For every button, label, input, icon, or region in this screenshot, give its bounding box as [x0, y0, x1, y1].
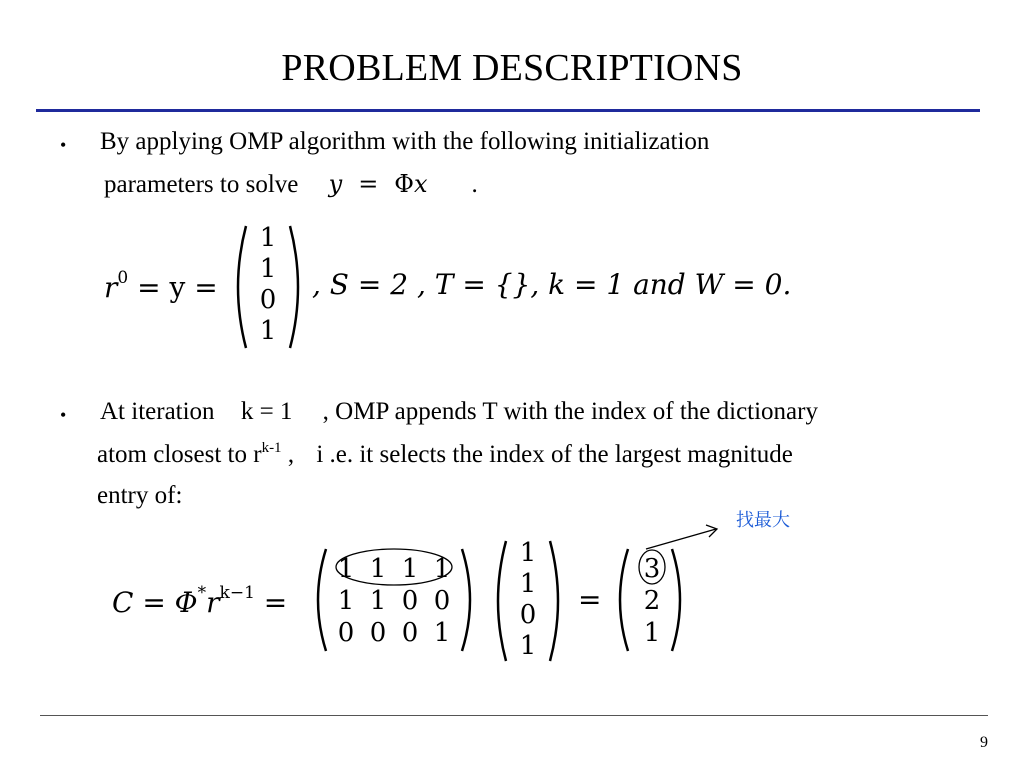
slide-title: PROBLEM DESCRIPTIONS [281, 47, 743, 89]
eq1-vec-2: 0 [259, 285, 277, 315]
eq2-vec-3: 1 [519, 631, 537, 661]
m-0-1: 1 [369, 554, 387, 584]
eq1-r-sup: 0 [117, 268, 129, 288]
bullet1-line1: By applying OMP algorithm with the following initialization [100, 128, 710, 155]
res-2: 1 [643, 618, 661, 648]
eq2-vector-left-paren [498, 541, 506, 661]
m-2-2: 0 [401, 618, 419, 648]
bullet2-line1 [100, 398, 818, 426]
eq-x: x [413, 170, 428, 198]
bullet1-line2-text: parameters to solve [104, 171, 299, 198]
bullet2-line1-a: At iteration [100, 398, 215, 425]
m-0-0: 1 [337, 554, 355, 584]
eq2-result-left-paren [620, 549, 628, 651]
bullet1-period: . [471, 171, 478, 198]
equation2-result-equals: = [578, 583, 602, 616]
eq1-vec-0: 1 [259, 223, 277, 253]
equation2-matrix [308, 545, 480, 655]
eq2-equals: = [254, 586, 288, 619]
bullet2-line1-b: k = 1 [240, 398, 293, 425]
eq2-result-right-paren [672, 549, 680, 651]
m-0-2: 1 [401, 554, 419, 584]
footer-rule [40, 715, 988, 716]
annotation-text: 找最大 [736, 510, 790, 531]
eq1-left-paren [238, 226, 246, 348]
equation2-vector [490, 537, 566, 665]
equation1-vector [228, 222, 308, 352]
title-underline [36, 109, 980, 112]
m-2-0: 0 [337, 618, 355, 648]
bullet-marker-1: • [60, 135, 67, 155]
equation2-result [612, 545, 692, 655]
eq2-vec-2: 0 [519, 600, 537, 630]
bullet-marker-2: • [60, 405, 67, 425]
eq2-vector-right-paren [550, 541, 558, 661]
bullet1-line2 [104, 170, 478, 199]
m-0-3: 1 [433, 554, 451, 584]
m-2-3: 1 [433, 618, 451, 648]
bullet2-line2-b: , [281, 441, 295, 468]
equation1-params: , S = 2 , T = {}, k = 1 and W = 0. [312, 268, 792, 301]
eq2-matrix-left-paren [318, 549, 326, 651]
eq1-vec-1: 1 [259, 254, 277, 284]
m-1-3: 0 [433, 586, 451, 616]
equation1-lhs [104, 268, 218, 304]
bullet2-line2 [97, 440, 793, 469]
m-1-0: 1 [337, 586, 355, 616]
m-2-1: 0 [369, 618, 387, 648]
eq1-rest: = y = [128, 271, 218, 304]
eq2-r: r [206, 586, 220, 619]
eq1-r: r [104, 271, 118, 304]
eq-phi: Φ [394, 170, 414, 198]
eq-equals: = [358, 170, 379, 198]
bullet2-line1-c: , OMP appends T with the index of the dictionary [322, 398, 818, 425]
eq2-vec-0: 1 [519, 538, 537, 568]
bullet2-line2-a: atom closest to r [97, 441, 262, 468]
bullet2-line2-c: i .e. it selects the index of the largest magnitude [316, 441, 793, 468]
eq2-matrix-right-paren [462, 549, 470, 651]
eq1-vec-3: 1 [259, 316, 277, 346]
bullet2-line2-sup: k-1 [261, 440, 282, 456]
eq1-right-paren [290, 226, 298, 348]
eq-y: y [328, 170, 343, 198]
equation2-lhs [112, 583, 287, 619]
eq2-lhs: C = Φ [112, 586, 198, 619]
bullet2-line3: entry of: [97, 482, 183, 509]
res-1: 2 [643, 586, 661, 616]
m-1-2: 0 [401, 586, 419, 616]
inline-equation [329, 172, 434, 198]
m-1-1: 1 [369, 586, 387, 616]
res-0: 3 [643, 554, 661, 584]
eq2-r-sup: k−1 [219, 583, 255, 603]
eq2-vec-1: 1 [519, 569, 537, 599]
eq2-star: * [197, 583, 207, 603]
page-number: 9 [980, 734, 988, 751]
